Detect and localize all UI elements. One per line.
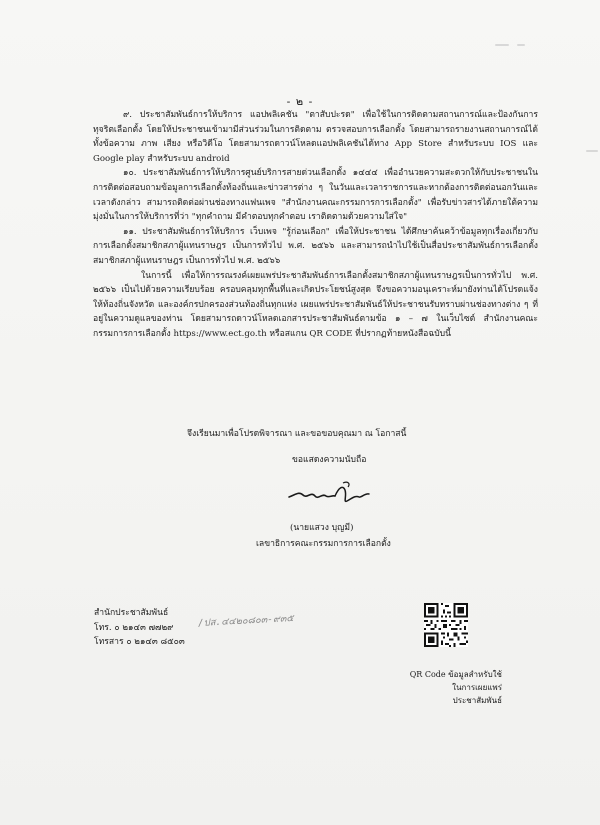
letter-body: [93, 108, 538, 342]
scan-mark: [495, 44, 509, 46]
paragraph-item-10: ๑๐. ประชาสัมพันธ์การให้บริการศูนย์บริการสายด่วนเลือกตั้ง ๑๔๔๔ เพื่ออำนวยความสะดวกให้กับประชาชนในการติดต่อสอบถามข้อมูลการเลือกตั้งท้องถิ่นและข่าวสารต่าง ๆ ในวันและเวลาราชการและหากต้องการติดต่อนอกวันและเวลาดังกล่าว สามารถติดต่อผ่านช่องทางแฟนเพจ "สำนักงานคณะกรรมการการเลือกตั้ง" เพื่อรับข่าวสารได้ภายใต้ความมุ่งมั่นในการให้บริการที่ว่า "ทุกคำถาม มีคำตอบทุกคำตอบ เราติดตามด้วยความใส่ใจ": [93, 168, 538, 223]
contact-fax: โทรสาร ๐ ๒๑๔๓ ๘๕๐๓: [94, 637, 185, 647]
paragraph-request: ในการนี้ เพื่อให้การรณรงค์เผยแพร่ประชาสัมพันธ์การเลือกตั้งสมาชิกสภาผู้แทนราษฎรเป็นการทั่วไป พ.ศ. ๒๕๖๖ เป็นไปด้วยความเรียบร้อย ครอบคลุมทุกพื้นที่และเกิดประโยชน์สูงสุด จึงขอความอนุเคราะห์มายังท่านได้โปรดแจ้งให้ท้องถิ่นจังหวัด และองค์กรปกครองส่วนท้องถิ่นทุกแห่ง เผยแพร่ประชาสัมพันธ์ให้ประชาชนรับทราบผ่านช่องทางต่าง ๆ ที่อยู่ในความดูแลของท่าน โดยสามารถดาวน์โหลดเอกสารประชาสัมพันธ์ตามข้อ ๑ – ๗ ในเว็บไซต์ สำนักงานคณะกรรมการการเลือกตั้ง https://www.ect.go.th หรือสแกน QR CODE ที่ปรากฏท้ายหนังสือฉบับนี้: [93, 270, 538, 339]
page-number: - ๒ -: [286, 95, 314, 108]
contact-phone: โทร. ๐ ๒๑๔๓ ๗๗๒๙: [94, 622, 174, 633]
paragraph-item-11: ๑๑. ประชาสัมพันธ์การให้บริการ เว็บเพจ "รู้ก่อนเลือก" เพื่อให้ประชาชน ได้ศึกษาค้นคว้าข้อมูลทุกเรื่องเกี่ยวกับการเลือกตั้งสมาชิกสภาผู้แทนราษฎร เป็นการทั่วไป พ.ศ. ๒๕๖๖ และสามารถนำไปใช้เป็นสื่อประชาสัมพันธ์การเลือกตั้งสมาชิกสภาผู้แทนราษฎร เป็นการทั่วไป พ.ศ. ๒๕๖๖: [93, 226, 538, 266]
paragraph-item-9: ๙. ประชาสัมพันธ์การให้บริการ แอปพลิเคชัน "ตาสับปะรด" เพื่อใช้ในการติดตามสถานการณ์และป้องกันการทุจริตเลือกตั้ง โดยให้ประชาชนเข้ามามีส่วนร่วมในการติดตาม ตรวจสอบการเลือกตั้ง โดยสามารถรายงานสถานการณ์ได้ทั้งข้อความ ภาพ เสียง หรือวิดีโอ โดยสามารถดาวน์โหลดแอปพลิเคชันได้ทาง App Store สำหรับระบบ IOS และ Google play สำหรับระบบ android: [93, 110, 538, 164]
qr-code-image: [424, 603, 468, 647]
qr-caption: [406, 668, 502, 707]
signer-name: (นายแสวง บุญมี): [290, 523, 354, 533]
qr-caption-line: QR Code ข้อมูลสำหรับใช้: [409, 670, 502, 679]
scan-mark: [586, 150, 598, 152]
handwritten-note: /ปส.๔๔๒๐๘๐๓-๙๓๕: [197, 612, 294, 629]
signature-image: [285, 477, 375, 511]
regards-line: ขอแสดงความนับถือ: [292, 455, 367, 465]
qr-caption-line: ในการเผยแพร่ประชาสัมพันธ์: [452, 683, 502, 705]
scan-mark: [517, 44, 525, 46]
signer-title: เลขาธิการคณะกรรมการการเลือกตั้ง: [256, 539, 391, 549]
contact-office: สำนักประชาสัมพันธ์: [94, 608, 169, 618]
closing-line: จึงเรียนมาเพื่อโปรดพิจารณา และขอขอบคุณมา ณ โอกาสนี้: [187, 429, 407, 439]
contact-block: [94, 606, 185, 650]
